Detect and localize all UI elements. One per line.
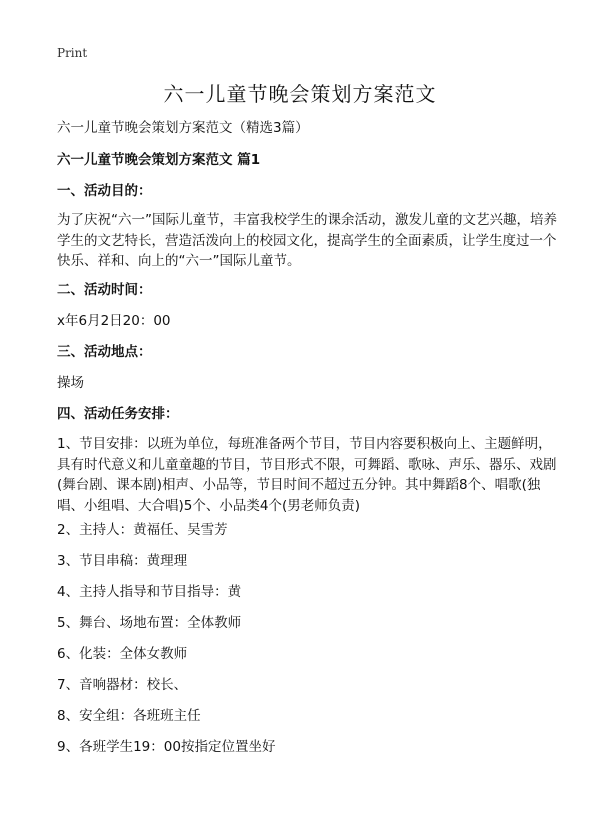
task-item-4: 4、主持人指导和节目指导：黄	[57, 584, 242, 600]
section-1-heading: 一、活动目的：	[57, 183, 152, 199]
task-item-1: 1、节目安排：以班为单位，每班准备两个节目，节目内容要积极向上、主题鲜明，具有时代意义和儿童童趣的节目，节目形式不限，可舞蹈、歌咏、声乐、器乐、戏剧(舞台剧、课本剧)相声、小品等，节目时间不超过五分钟。其中舞蹈8个、唱歌(独唱、小组唱、大合唱)5个、小品类4个(男老师负责)	[57, 436, 557, 514]
section-2-heading: 二、活动时间：	[57, 282, 152, 298]
task-item-8: 8、安全组：各班班主任	[57, 708, 201, 724]
section-2-body: x年6月2日20：00	[57, 313, 171, 329]
print-label[interactable]: Print	[57, 46, 88, 60]
document-title: 六一儿童节晚会策划方案范文	[163, 82, 437, 106]
section-3-heading: 三、活动地点：	[57, 344, 152, 360]
document-subtitle: 六一儿童节晚会策划方案范文（精选3篇）	[57, 120, 309, 136]
section-4-heading: 四、活动任务安排：	[57, 406, 179, 422]
task-item-6: 6、化装：全体女教师	[57, 646, 188, 662]
section-1-body: 为了庆祝“六一”国际儿童节，丰富我校学生的课余活动，激发儿童的文艺兴趣，培养学生的文艺特长，营造活泼向上的校园文化，提高学生的全面素质，让学生度过一个快乐、祥和、向上的“六一”国际儿童节。	[57, 212, 557, 269]
task-item-5: 5、舞台、场地布置：全体教师	[57, 615, 242, 631]
task-item-9: 9、各班学生19：00按指定位置坐好	[57, 739, 276, 755]
part-heading: 六一儿童节晚会策划方案范文 篇1	[57, 152, 261, 168]
section-3-body: 操场	[57, 375, 84, 391]
task-item-7: 7、音响器材：校长、	[57, 677, 188, 693]
task-item-2: 2、主持人：黄福任、吴雪芳	[57, 522, 228, 538]
task-item-3: 3、节目串稿：黄理理	[57, 553, 188, 569]
